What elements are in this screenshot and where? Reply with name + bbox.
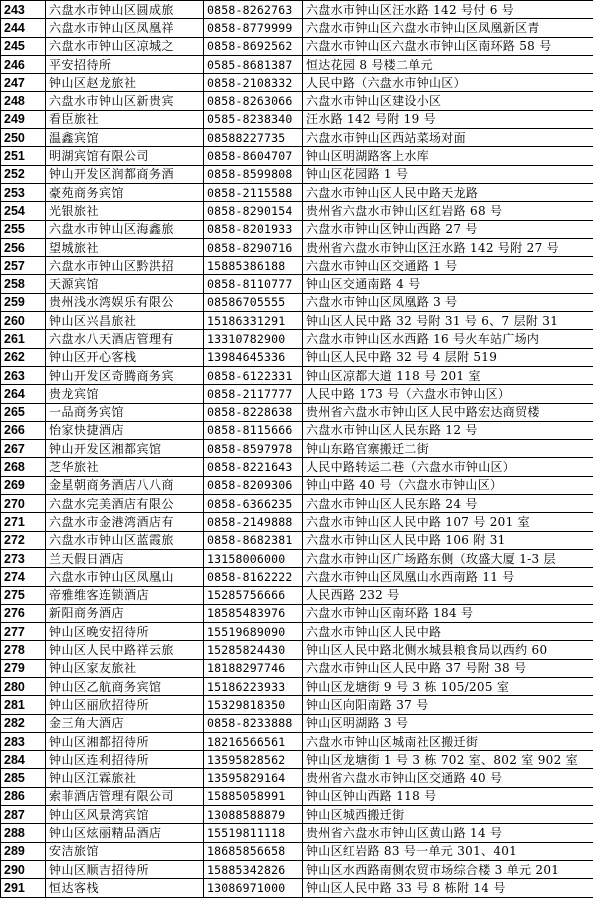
table-row (1, 1, 593, 19)
establishment-name-cell: 怡家快捷酒店 (46, 421, 204, 439)
address-cell: 六盘水市钟山区六盘水市钟山区凤凰新区青 (303, 19, 593, 37)
phone-number-cell: 0858-8604707 (204, 147, 303, 165)
address-cell: 钟山区向阳南路 37 号 (303, 696, 593, 714)
establishment-name-cell: 平安招待所 (46, 55, 204, 73)
table-row (1, 732, 593, 750)
establishment-name-cell: 一品商务宾馆 (46, 403, 204, 421)
establishment-name-cell: 钟山区江霖旅社 (46, 769, 204, 787)
address-cell: 钟山区花园路 1 号 (303, 165, 593, 183)
establishment-name-cell: 钟山开发区奇腾商务宾 (46, 366, 204, 384)
establishment-name-cell: 看臣旅社 (46, 110, 204, 128)
phone-number-cell: 0858-2149888 (204, 513, 303, 531)
establishment-name-cell: 钟山区炫丽精品酒店 (46, 824, 204, 842)
phone-number-cell: 18216566561 (204, 732, 303, 750)
establishment-name-cell: 贵州浅水湾娱乐有限公 (46, 293, 204, 311)
row-number-cell: 247 (1, 74, 46, 92)
address-cell: 汪水路 142 号附 19 号 (303, 110, 593, 128)
row-number-cell: 288 (1, 824, 46, 842)
address-cell: 钟山区钟山西路 118 号 (303, 787, 593, 805)
address-cell: 钟山区人民中路 32 号 4 层附 519 (303, 348, 593, 366)
phone-number-cell: 0858-8233888 (204, 714, 303, 732)
row-number-cell: 282 (1, 714, 46, 732)
row-number-cell: 287 (1, 806, 46, 824)
establishment-name-cell: 新阳商务酒店 (46, 604, 204, 622)
establishment-name-cell: 六盘水市钟山区凤凰山 (46, 568, 204, 586)
phone-number-cell: 0858-8290154 (204, 202, 303, 220)
table-row (1, 860, 593, 878)
row-number-cell: 253 (1, 183, 46, 201)
establishment-name-cell: 六盘水市钟山区黔洪招 (46, 257, 204, 275)
row-number-cell: 246 (1, 55, 46, 73)
row-number-cell: 251 (1, 147, 46, 165)
row-number-cell: 243 (1, 1, 46, 19)
establishment-name-cell: 钟山区湘都招待所 (46, 732, 204, 750)
phone-number-cell: 18685856658 (204, 842, 303, 860)
address-cell: 人民西路 232 号 (303, 586, 593, 604)
table-row (1, 366, 593, 384)
table-row (1, 183, 593, 201)
address-cell: 钟山区人民中路北侧水城县粮食局以西约 60 (303, 641, 593, 659)
table-row (1, 202, 593, 220)
phone-number-cell: 0858-2108332 (204, 74, 303, 92)
phone-number-cell: 15885386188 (204, 257, 303, 275)
table-row (1, 147, 593, 165)
phone-number-cell: 0858-8262763 (204, 1, 303, 19)
row-number-cell: 271 (1, 513, 46, 531)
table-row (1, 495, 593, 513)
establishment-name-cell: 兰天假日酒店 (46, 549, 204, 567)
phone-number-cell: 0858-8221643 (204, 458, 303, 476)
establishment-name-cell: 六盘水市钟山区海鑫旅 (46, 220, 204, 238)
address-cell: 钟山东路官寨搬迁二街 (303, 440, 593, 458)
establishment-name-cell: 钟山区赵龙旅社 (46, 74, 204, 92)
establishment-name-cell: 钟山区人民中路祥云旅 (46, 641, 204, 659)
address-cell: 六盘水市钟山区人民中路 107 号 201 室 (303, 513, 593, 531)
establishment-name-cell: 天源宾馆 (46, 275, 204, 293)
phone-number-cell: 0858-8209306 (204, 476, 303, 494)
table-row (1, 37, 593, 55)
row-number-cell: 262 (1, 348, 46, 366)
address-cell: 人民中路（六盘水市钟山区） (303, 74, 593, 92)
phone-number-cell: 15519811118 (204, 824, 303, 842)
establishment-name-cell: 六盘水完美酒店有限公 (46, 495, 204, 513)
row-number-cell: 281 (1, 696, 46, 714)
phone-number-cell: 0858-8115666 (204, 421, 303, 439)
phone-number-cell: 0858-8263066 (204, 92, 303, 110)
row-number-cell: 265 (1, 403, 46, 421)
table-row (1, 403, 593, 421)
establishment-name-cell: 钟山区兴昌旅社 (46, 312, 204, 330)
phone-number-cell: 0858-8110777 (204, 275, 303, 293)
address-cell: 六盘水市钟山区城南社区搬迁街 (303, 732, 593, 750)
row-number-cell: 277 (1, 623, 46, 641)
address-cell: 钟山区人民中路 33 号 8 栋附 14 号 (303, 879, 593, 897)
address-cell: 六盘水市钟山区六盘水市钟山区南环路 58 号 (303, 37, 593, 55)
establishment-name-cell: 恒达客栈 (46, 879, 204, 897)
table-row (1, 879, 593, 897)
address-cell: 钟山区交通南路 4 号 (303, 275, 593, 293)
phone-number-cell: 0858-8779999 (204, 19, 303, 37)
table-row (1, 330, 593, 348)
row-number-cell: 278 (1, 641, 46, 659)
row-number-cell: 270 (1, 495, 46, 513)
table-row (1, 604, 593, 622)
table-row (1, 238, 593, 256)
row-number-cell: 275 (1, 586, 46, 604)
establishment-name-cell: 钟山区连利招待所 (46, 751, 204, 769)
address-cell: 六盘水市钟山区建设小区 (303, 92, 593, 110)
phone-number-cell: 13595828562 (204, 751, 303, 769)
address-cell: 钟山区红岩路 83 号一单元 301、401 (303, 842, 593, 860)
table-row (1, 421, 593, 439)
phone-number-cell: 0858-6122331 (204, 366, 303, 384)
address-cell: 六盘水市钟山区钟山西路 27 号 (303, 220, 593, 238)
table-row (1, 714, 593, 732)
row-number-cell: 250 (1, 129, 46, 147)
table-row (1, 312, 593, 330)
establishment-name-cell: 六盘水市金港湾酒店有 (46, 513, 204, 531)
address-cell: 贵州省六盘水市钟山区黄山路 14 号 (303, 824, 593, 842)
row-number-cell: 259 (1, 293, 46, 311)
address-cell: 六盘水市钟山区西站菜场对面 (303, 129, 593, 147)
row-number-cell: 266 (1, 421, 46, 439)
address-cell: 钟山区龙塘街 9 号 3 栋 105/205 室 (303, 677, 593, 695)
address-cell: 恒达花园 8 号楼二单元 (303, 55, 593, 73)
phone-number-cell: 13088588879 (204, 806, 303, 824)
table-row (1, 385, 593, 403)
phone-number-cell: 08586705555 (204, 293, 303, 311)
table-row (1, 165, 593, 183)
table-row (1, 623, 593, 641)
row-number-cell: 268 (1, 458, 46, 476)
address-cell: 贵州省六盘水市钟山区交通路 40 号 (303, 769, 593, 787)
address-cell: 六盘水市钟山区人民中路 (303, 623, 593, 641)
phone-number-cell: 0858-8201933 (204, 220, 303, 238)
establishment-name-cell: 贵龙宾馆 (46, 385, 204, 403)
establishment-name-cell: 豪苑商务宾馆 (46, 183, 204, 201)
phone-number-cell: 0585-8238340 (204, 110, 303, 128)
establishment-name-cell: 六盘水八天酒店管理有 (46, 330, 204, 348)
phone-number-cell: 0858-8162222 (204, 568, 303, 586)
row-number-cell: 286 (1, 787, 46, 805)
address-cell: 钟山区人民中路 32 号附 31 号 6、7 层附 31 (303, 312, 593, 330)
address-cell: 人民中路 173 号（六盘水市钟山区） (303, 385, 593, 403)
row-number-cell: 261 (1, 330, 46, 348)
establishment-name-cell: 芝华旅社 (46, 458, 204, 476)
establishment-name-cell: 钟山开发区湘都宾馆 (46, 440, 204, 458)
establishment-name-cell: 望城旅社 (46, 238, 204, 256)
table-row (1, 769, 593, 787)
address-cell: 六盘水市钟山区人民东路 24 号 (303, 495, 593, 513)
row-number-cell: 258 (1, 275, 46, 293)
phone-number-cell: 0858-2117777 (204, 385, 303, 403)
row-number-cell: 254 (1, 202, 46, 220)
table-row (1, 220, 593, 238)
phone-number-cell: 0858-8228638 (204, 403, 303, 421)
row-number-cell: 267 (1, 440, 46, 458)
phone-number-cell: 0858-6366235 (204, 495, 303, 513)
phone-number-cell: 0858-8692562 (204, 37, 303, 55)
establishment-name-cell: 金三角大酒店 (46, 714, 204, 732)
row-number-cell: 245 (1, 37, 46, 55)
address-cell: 六盘水市钟山区凤凰山水西南路 11 号 (303, 568, 593, 586)
phone-number-cell: 0858-8599808 (204, 165, 303, 183)
establishment-name-cell: 六盘水市钟山区圆成旅 (46, 1, 204, 19)
table-row (1, 55, 593, 73)
table-body (1, 1, 593, 898)
table-row (1, 677, 593, 695)
address-cell: 钟山中路 40 号（六盘水市钟山区） (303, 476, 593, 494)
establishment-name-cell: 明湖宾馆有限公司 (46, 147, 204, 165)
row-number-cell: 260 (1, 312, 46, 330)
phone-number-cell: 08588227735 (204, 129, 303, 147)
row-number-cell: 252 (1, 165, 46, 183)
phone-number-cell: 15285824430 (204, 641, 303, 659)
table-row (1, 586, 593, 604)
table-row (1, 659, 593, 677)
address-cell: 六盘水市钟山区南环路 184 号 (303, 604, 593, 622)
row-number-cell: 248 (1, 92, 46, 110)
phone-number-cell: 13310782900 (204, 330, 303, 348)
row-number-cell: 264 (1, 385, 46, 403)
establishment-name-cell: 钟山区乙航商务宾馆 (46, 677, 204, 695)
phone-number-cell: 15885058991 (204, 787, 303, 805)
row-number-cell: 284 (1, 751, 46, 769)
address-cell: 贵州省六盘水市钟山区汪水路 142 号附 27 号 (303, 238, 593, 256)
phone-number-cell: 18585483976 (204, 604, 303, 622)
row-number-cell: 274 (1, 568, 46, 586)
phone-number-cell: 0858-8597978 (204, 440, 303, 458)
phone-number-cell: 13158006000 (204, 549, 303, 567)
table-row (1, 458, 593, 476)
row-number-cell: 263 (1, 366, 46, 384)
establishment-name-cell: 索菲酒店管理有限公司 (46, 787, 204, 805)
table-row (1, 641, 593, 659)
establishment-name-cell: 钟山区顺吉招待所 (46, 860, 204, 878)
establishment-name-cell: 光银旅社 (46, 202, 204, 220)
address-cell: 六盘水市钟山区广场路东侧（玫盛大厦 1-3 层 (303, 549, 593, 567)
address-cell: 钟山区水西路南侧农贸市场综合楼 3 单元 201 (303, 860, 593, 878)
address-cell: 钟山区明湖路客上水库 (303, 147, 593, 165)
row-number-cell: 256 (1, 238, 46, 256)
table-row (1, 513, 593, 531)
row-number-cell: 273 (1, 549, 46, 567)
row-number-cell: 290 (1, 860, 46, 878)
address-cell: 钟山区龙塘街 1 号 3 栋 702 室、802 室 902 室 (303, 751, 593, 769)
table-row (1, 696, 593, 714)
table-row (1, 806, 593, 824)
table-row (1, 275, 593, 293)
phone-number-cell: 0858-2115588 (204, 183, 303, 201)
row-number-cell: 255 (1, 220, 46, 238)
establishment-name-cell: 钟山区丽欣招待所 (46, 696, 204, 714)
phone-number-cell: 0858-8682381 (204, 531, 303, 549)
establishment-name-cell: 六盘水市钟山区新贵宾 (46, 92, 204, 110)
phone-number-cell: 0585-8681387 (204, 55, 303, 73)
row-number-cell: 279 (1, 659, 46, 677)
address-cell: 贵州省六盘水市钟山区人民中路宏达商贸楼 (303, 403, 593, 421)
address-cell: 六盘水市钟山区人民东路 12 号 (303, 421, 593, 439)
table-row (1, 348, 593, 366)
establishment-name-cell: 钟山区家友旅社 (46, 659, 204, 677)
establishment-name-cell: 钟山区风景湾宾馆 (46, 806, 204, 824)
establishment-name-cell: 六盘水市钟山区蓝霞旅 (46, 531, 204, 549)
phone-number-cell: 0858-8290716 (204, 238, 303, 256)
table-row (1, 440, 593, 458)
establishment-name-cell: 钟山区开心客栈 (46, 348, 204, 366)
table-row (1, 476, 593, 494)
table-row (1, 129, 593, 147)
row-number-cell: 283 (1, 732, 46, 750)
establishment-name-cell: 钟山区晚安招待所 (46, 623, 204, 641)
table-row (1, 842, 593, 860)
address-cell: 钟山区明湖路 3 号 (303, 714, 593, 732)
phone-number-cell: 15329818350 (204, 696, 303, 714)
address-cell: 六盘水市钟山区水西路 16 号火车站广场内 (303, 330, 593, 348)
establishment-name-cell: 帝雅维客连锁酒店 (46, 586, 204, 604)
phone-number-cell: 15885342826 (204, 860, 303, 878)
row-number-cell: 269 (1, 476, 46, 494)
table-row (1, 110, 593, 128)
address-cell: 六盘水市钟山区交通路 1 号 (303, 257, 593, 275)
address-cell: 六盘水市钟山区凤凰路 3 号 (303, 293, 593, 311)
table-row (1, 824, 593, 842)
phone-number-cell: 15186223933 (204, 677, 303, 695)
establishment-name-cell: 安洁旅馆 (46, 842, 204, 860)
table-row (1, 549, 593, 567)
row-number-cell: 272 (1, 531, 46, 549)
establishment-name-cell: 金星朝商务酒店八八商 (46, 476, 204, 494)
row-number-cell: 276 (1, 604, 46, 622)
address-cell: 六盘水市钟山区人民中路 106 附 31 (303, 531, 593, 549)
establishment-name-cell: 温鑫宾馆 (46, 129, 204, 147)
row-number-cell: 244 (1, 19, 46, 37)
row-number-cell: 249 (1, 110, 46, 128)
address-cell: 六盘水市钟山区人民中路天龙路 (303, 183, 593, 201)
row-number-cell: 289 (1, 842, 46, 860)
phone-number-cell: 15285756666 (204, 586, 303, 604)
row-number-cell: 280 (1, 677, 46, 695)
row-number-cell: 257 (1, 257, 46, 275)
address-cell: 六盘水市钟山区汪水路 142 号付 6 号 (303, 1, 593, 19)
address-cell: 人民中路转运二巷（六盘水市钟山区） (303, 458, 593, 476)
row-number-cell: 285 (1, 769, 46, 787)
table-row (1, 531, 593, 549)
phone-number-cell: 13086971000 (204, 879, 303, 897)
phone-number-cell: 18188297746 (204, 659, 303, 677)
table-row (1, 257, 593, 275)
address-cell: 六盘水市钟山区人民中路 37 号附 38 号 (303, 659, 593, 677)
address-cell: 钟山区城西搬迁街 (303, 806, 593, 824)
establishment-name-cell: 六盘水市钟山区凤凰祥 (46, 19, 204, 37)
address-cell: 钟山区凉都大道 118 号 201 室 (303, 366, 593, 384)
address-cell: 贵州省六盘水市钟山区红岩路 68 号 (303, 202, 593, 220)
establishment-name-cell: 钟山开发区润都商务酒 (46, 165, 204, 183)
phone-number-cell: 13595829164 (204, 769, 303, 787)
phone-number-cell: 13984645336 (204, 348, 303, 366)
establishment-name-cell: 六盘水市钟山区凉城之 (46, 37, 204, 55)
table-row (1, 751, 593, 769)
table-row (1, 19, 593, 37)
table-row (1, 568, 593, 586)
table-row (1, 787, 593, 805)
row-number-cell: 291 (1, 879, 46, 897)
phone-number-cell: 15186331291 (204, 312, 303, 330)
table-row (1, 74, 593, 92)
table-row (1, 293, 593, 311)
table-row (1, 92, 593, 110)
phone-number-cell: 15519689090 (204, 623, 303, 641)
